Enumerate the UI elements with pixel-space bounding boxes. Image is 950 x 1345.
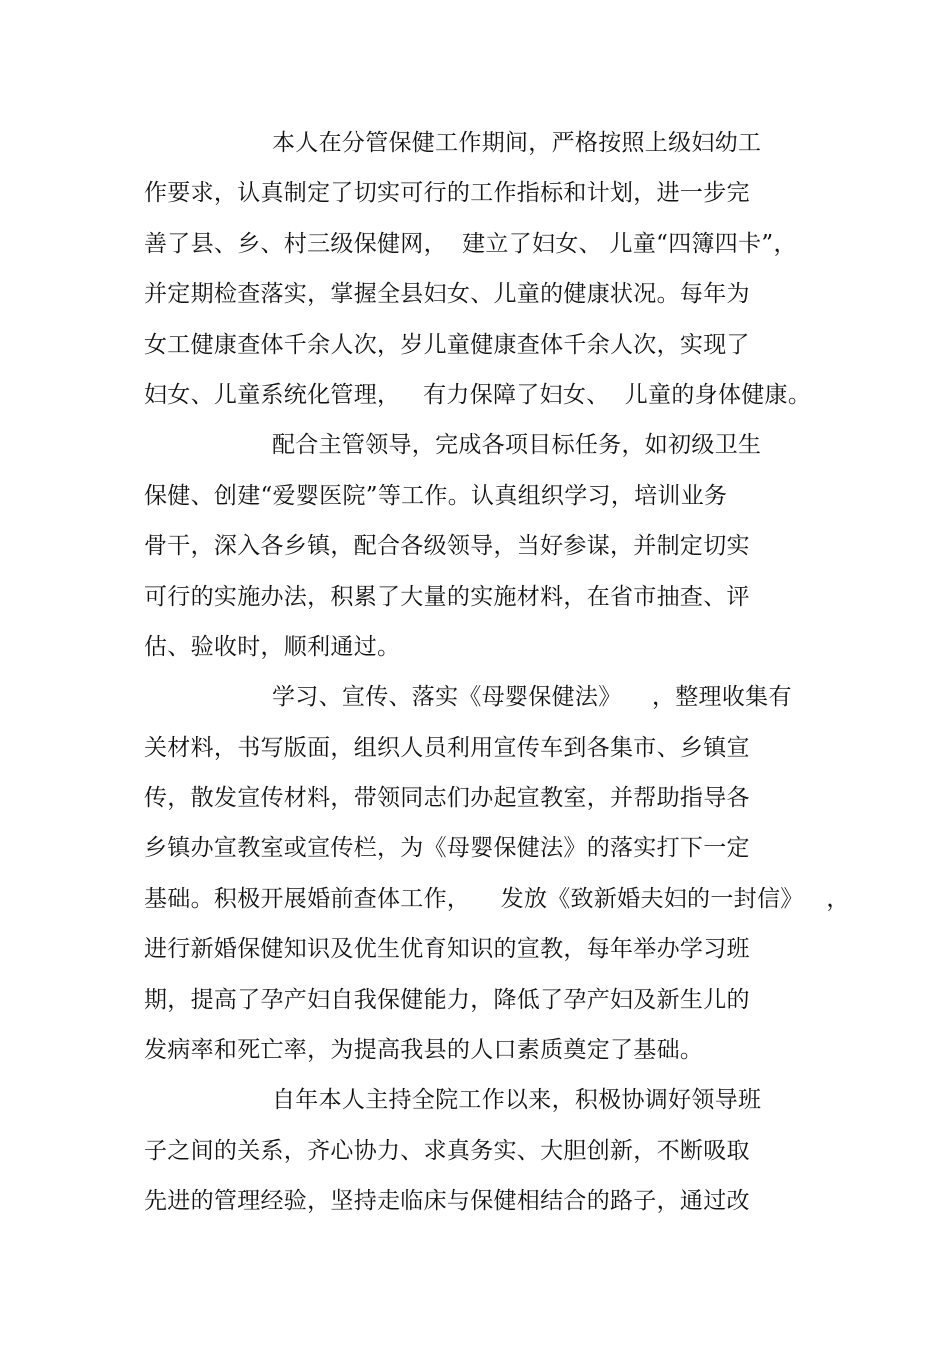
text-line: 学习、宣传、落实《母婴保健法》 ，整理收集有 bbox=[272, 684, 792, 711]
text-line: 传，散发宣传材料，带领同志们办起宣教室，并帮助指导各 bbox=[144, 785, 750, 812]
text-line: 女工健康查体千余人次，岁儿童健康查体千余人次，实现了 bbox=[144, 331, 750, 358]
text-line: 作要求，认真制定了切实可行的工作指标和计划，进一步完 bbox=[144, 180, 750, 207]
text-line: 骨干，深入各乡镇，配合各级领导，当好参谋，并制定切实 bbox=[144, 533, 750, 560]
text-line: 乡镇办宣教室或宣传栏，为《母婴保健法》的落实打下一定 bbox=[144, 835, 750, 862]
text-line: 先进的管理经验，坚持走临床与保健相结合的路子，通过改 bbox=[144, 1188, 750, 1215]
paragraph-4 bbox=[144, 1075, 824, 1226]
text-line: 妇女、儿童系统化管理， 有力保障了妇女、 儿童的身体健康。 bbox=[144, 381, 812, 408]
text-line: 可行的实施办法，积累了大量的实施材料，在省市抽查、评 bbox=[144, 583, 750, 610]
paragraph-2 bbox=[144, 420, 824, 672]
text-line: 期，提高了孕产妇自我保健能力，降低了孕产妇及新生儿的 bbox=[144, 986, 750, 1013]
text-line: 配合主管领导，完成各项目标任务，如初级卫生 bbox=[272, 432, 762, 459]
text-line: 保健、创建“爱婴医院”等工作。认真组织学习，培训业务 bbox=[144, 482, 728, 509]
paragraph-3 bbox=[144, 672, 850, 1075]
text-line: 自年本人主持全院工作以来，积极协调好领导班 bbox=[272, 1087, 762, 1114]
text-line: 发病率和死亡率，为提高我县的人口素质奠定了基础。 bbox=[144, 1037, 704, 1064]
text-line: 本人在分管保健工作期间，严格按照上级妇幼工 bbox=[272, 130, 762, 156]
paragraph-1 bbox=[144, 118, 824, 420]
text-line: 善了县、乡、村三级保健网， 建立了妇女、 儿童“四簿四卡”， bbox=[144, 230, 797, 257]
text-line: 关材料，书写版面，组织人员利用宣传车到各集市、乡镇宣 bbox=[144, 734, 750, 761]
text-line: 估、验收时，顺利通过。 bbox=[144, 633, 401, 660]
text-line: 基础。积极开展婚前查体工作， 发放《致新婚夫妇的一封信》 ， bbox=[144, 885, 850, 912]
text-line: 并定期检查落实，掌握全县妇女、儿童的健康状况。每年为 bbox=[144, 281, 750, 308]
text-line: 进行新婚保健知识及优生优育知识的宣教，每年举办学习班 bbox=[144, 936, 750, 963]
text-line: 子之间的关系，齐心协力、求真务实、大胆创新，不断吸取 bbox=[144, 1137, 750, 1164]
body-text bbox=[144, 118, 850, 1227]
